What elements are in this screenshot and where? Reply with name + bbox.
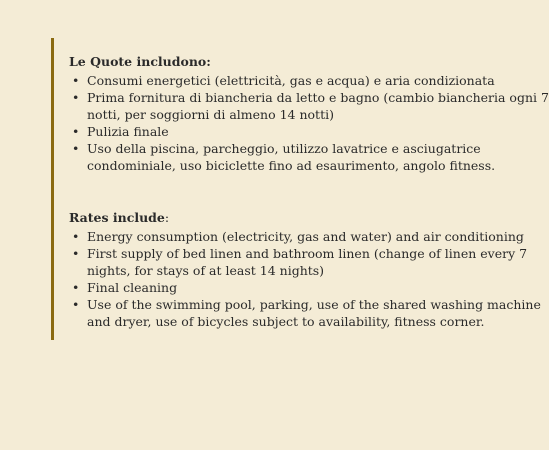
italian-section: [69, 53, 549, 174]
section-spacer: [69, 174, 489, 209]
list-item: [69, 296, 541, 330]
list-item-line: and dryer, use of bicycles subject to availability, fitness corner.: [87, 314, 485, 329]
english-list: [69, 228, 541, 330]
accent-bar: [51, 38, 54, 340]
english-title-wrapper: [69, 209, 489, 226]
content-block: [69, 53, 549, 330]
list-item-line: • Energy consumption (electricity, gas and water) and air conditioning: [87, 229, 524, 244]
list-item: [69, 228, 524, 245]
list-item-line: • Uso della piscina, parcheggio, utilizzo lavatrice e asciugatrice: [87, 141, 481, 156]
english-title-colon: :: [164, 210, 170, 225]
list-item-line: nights, for stays of at least 14 nights): [87, 263, 325, 278]
list-item: [69, 89, 549, 123]
list-item: [69, 123, 489, 140]
list-item-line: • First supply of bed linen and bathroom linen (change of linen every 7: [87, 246, 528, 261]
list-item-line: • Use of the swimming pool, parking, use of the shared washing machine: [87, 297, 541, 312]
list-item: [69, 140, 496, 174]
list-item: [69, 245, 528, 279]
list-item: [69, 279, 489, 296]
list-item: [69, 72, 495, 89]
italian-title: Le Quote includono:: [69, 54, 211, 69]
list-item-line: notti, per soggiorni di almeno 14 notti): [87, 107, 334, 122]
list-item-line: • Prima fornitura di biancheria da letto e bagno (cambio biancheria ogni 7: [87, 90, 549, 105]
list-item-line: condominiale, uso biciclette fino ad esaurimento, angolo fitness.: [87, 158, 496, 173]
english-title: Rates include: [69, 210, 165, 225]
list-item-line: • Consumi energetici (elettricità, gas e acqua) e aria condizionata: [87, 73, 495, 88]
list-item-line: • Pulizia finale: [87, 124, 169, 139]
italian-list: [69, 72, 549, 174]
list-item-line: • Final cleaning: [87, 280, 178, 295]
english-section: [69, 209, 541, 330]
